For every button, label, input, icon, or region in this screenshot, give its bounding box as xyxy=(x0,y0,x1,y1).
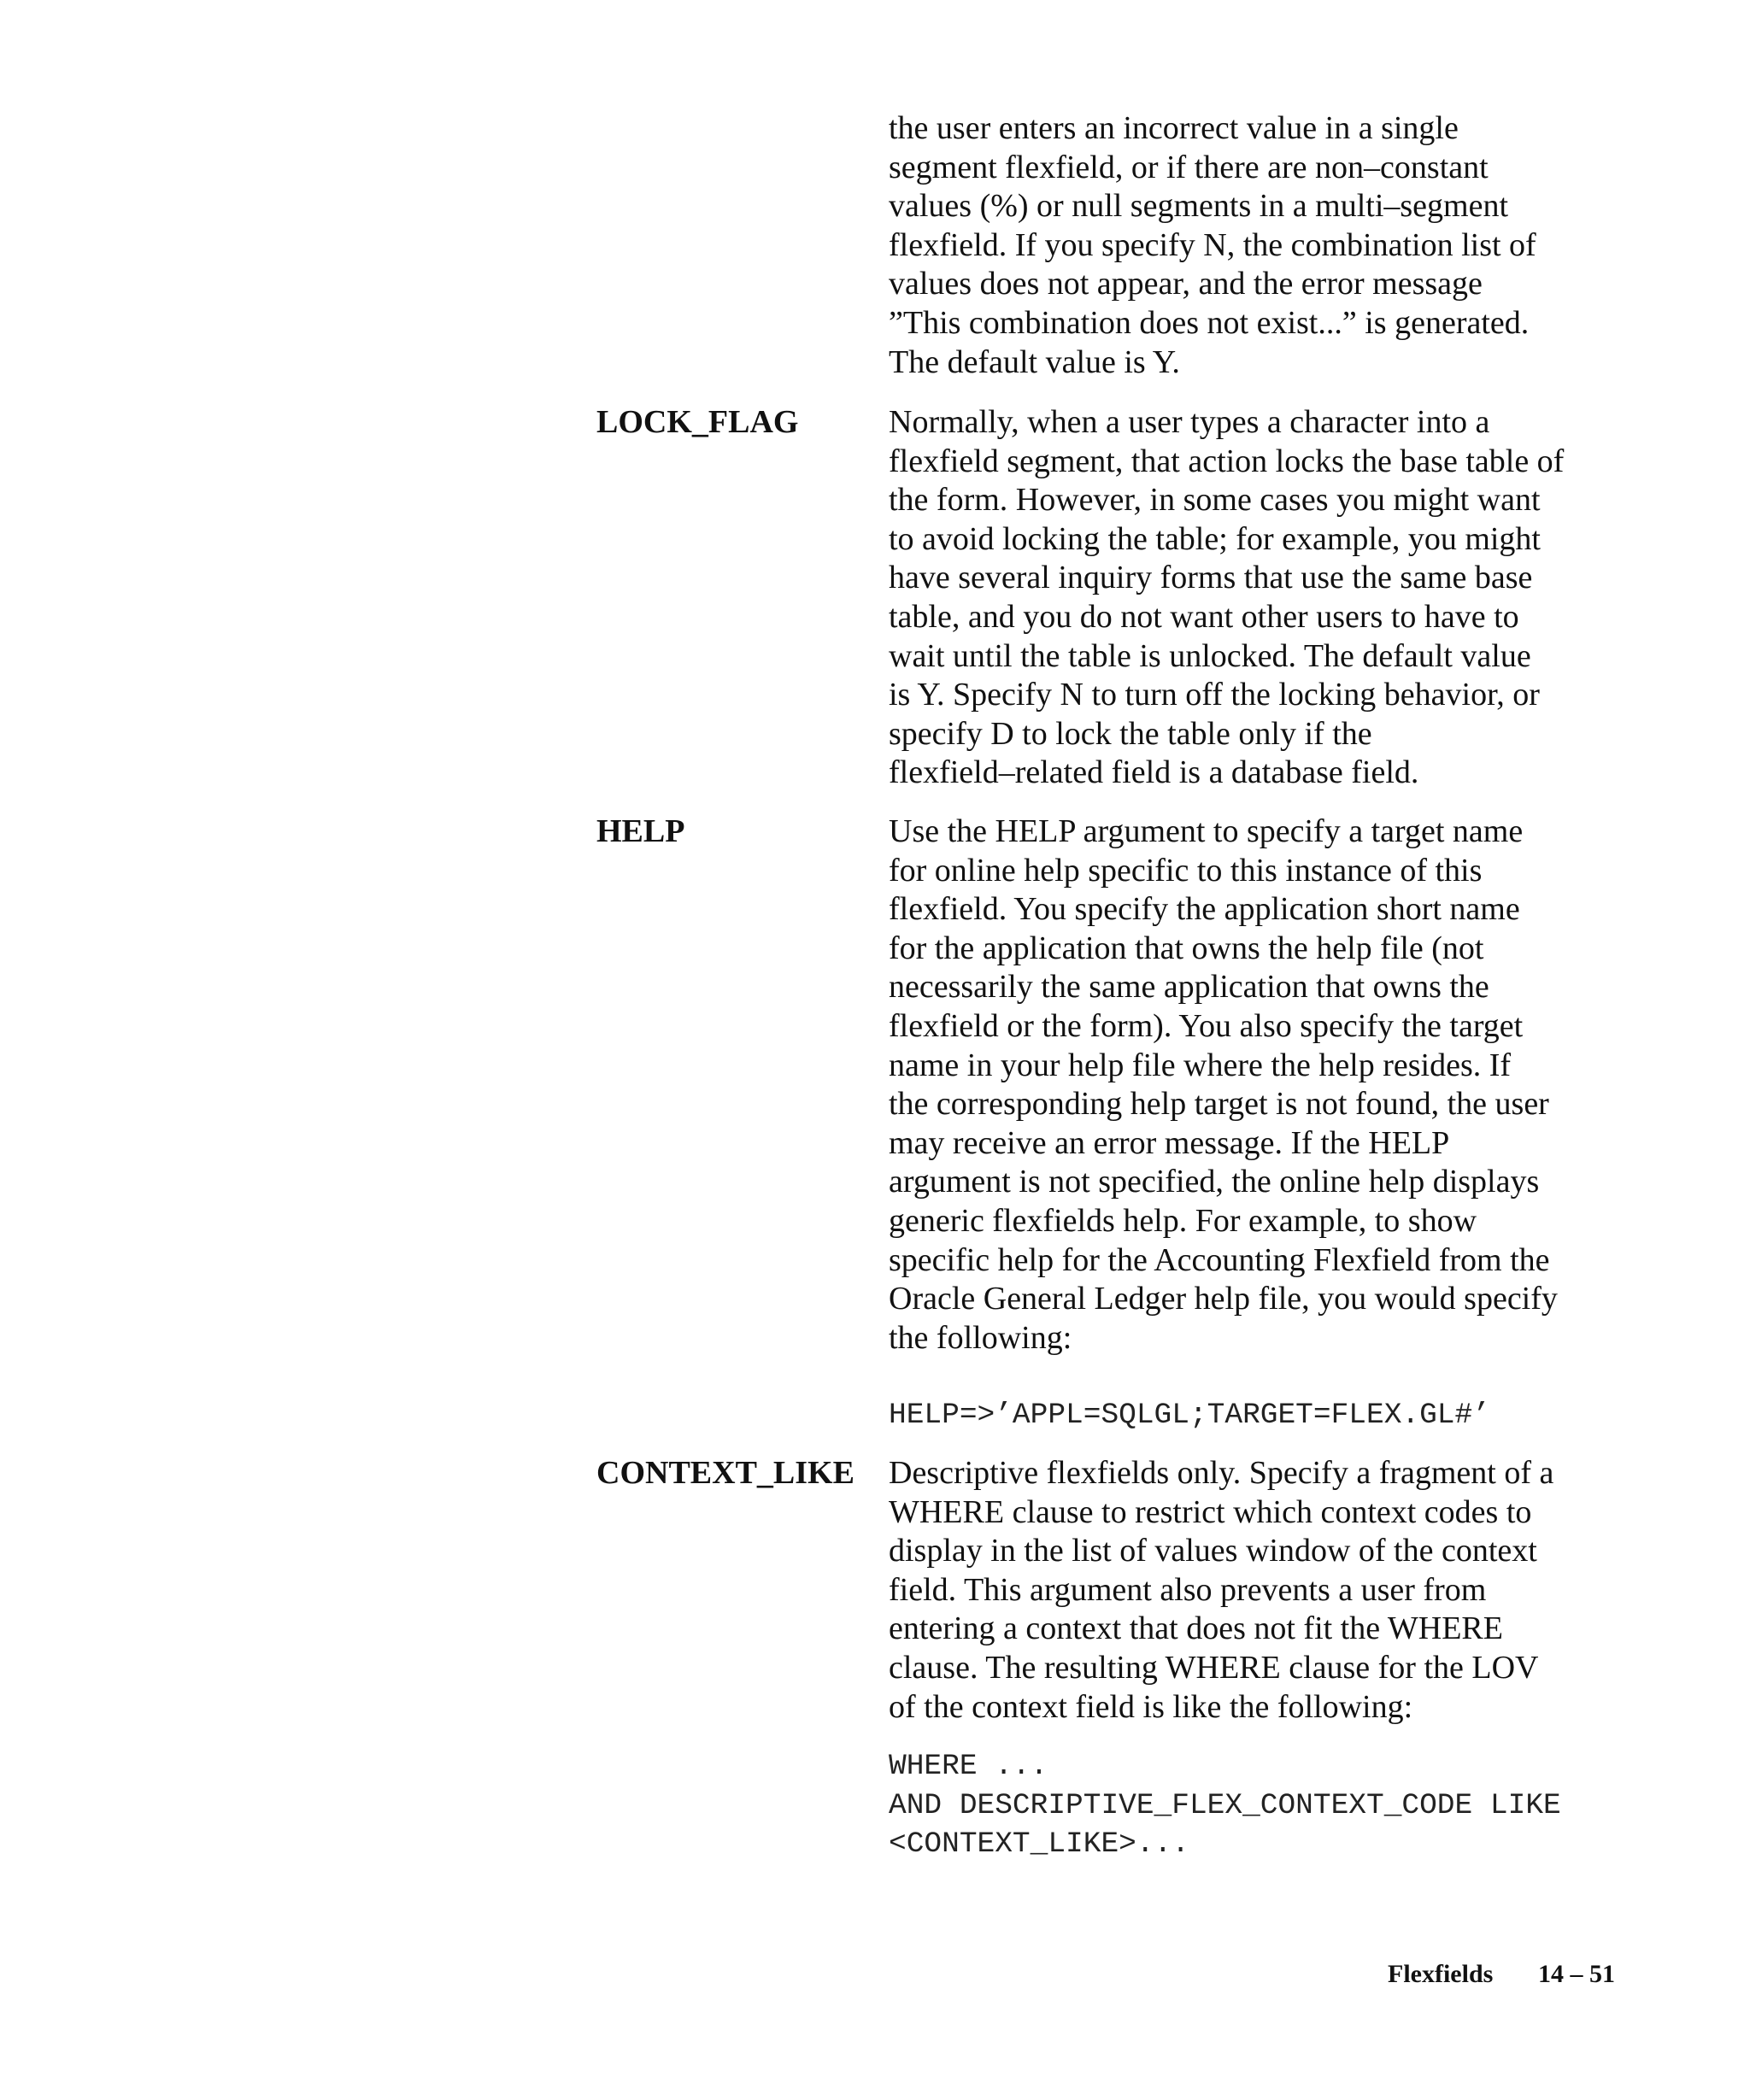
code-help-example: HELP=>’APPL=SQLGL;TARGET=FLEX.GL#’ xyxy=(889,1399,1490,1432)
term-lock-flag: LOCK_FLAG xyxy=(596,404,799,440)
description-context-like: Descriptive flexfields only. Specify a fragment of a WHERE clause to restrict which context codes to display in the list of values window of the context field. This argument also prevents a user from entering a context that does not fit the WHERE clause. The resulting WHERE clause for the LOV of the context field is like the following: xyxy=(889,1455,1554,1725)
description-lock-flag: Normally, when a user types a character into a flexfield segment, that action locks the base table of the form. However, in some cases you might want to avoid locking the table; for example, you might have several inquiry forms that use the same base table, and you do not want other users to have to wait until the table is unlocked. The default value is Y. Specify N to turn off the locking behavior, or specify D to lock the table only if the flexfield–related field is a database field. xyxy=(889,404,1565,791)
intro-paragraph: the user enters an incorrect value in a single segment flexfield, or if there are non–constant values (%) or null segments in a multi–segment flexfield. If you specify N, the combination list of values does not appear, and the error message ”This combination does not exist...” is generated. The default value is Y. xyxy=(889,110,1536,380)
description-help: Use the HELP argument to specify a target name for online help specific to this instance of this flexfield. You specify the application short name for the application that owns the help file (not necessarily the same application that owns the flexfield or the form). You also specify the target name in your help file where the help resides. If the corresponding help target is not found, the user may receive an error message. If the HELP argument is not specified, the online help displays generic flexfields help. For example, to show specific help for the Accounting Flexfield from the Oracle General Ledger help file, you would specify the following: xyxy=(889,813,1558,1356)
term-help: HELP xyxy=(596,813,685,849)
footer-page-number: 14 – 51 xyxy=(1538,1960,1615,1988)
footer-section-name: Flexfields xyxy=(1388,1960,1494,1988)
term-context-like: CONTEXT_LIKE xyxy=(596,1455,854,1491)
code-context-like-example: WHERE ... AND DESCRIPTIVE_FLEX_CONTEXT_CODE LIKE <CONTEXT_LIKE>... xyxy=(889,1750,1561,1862)
